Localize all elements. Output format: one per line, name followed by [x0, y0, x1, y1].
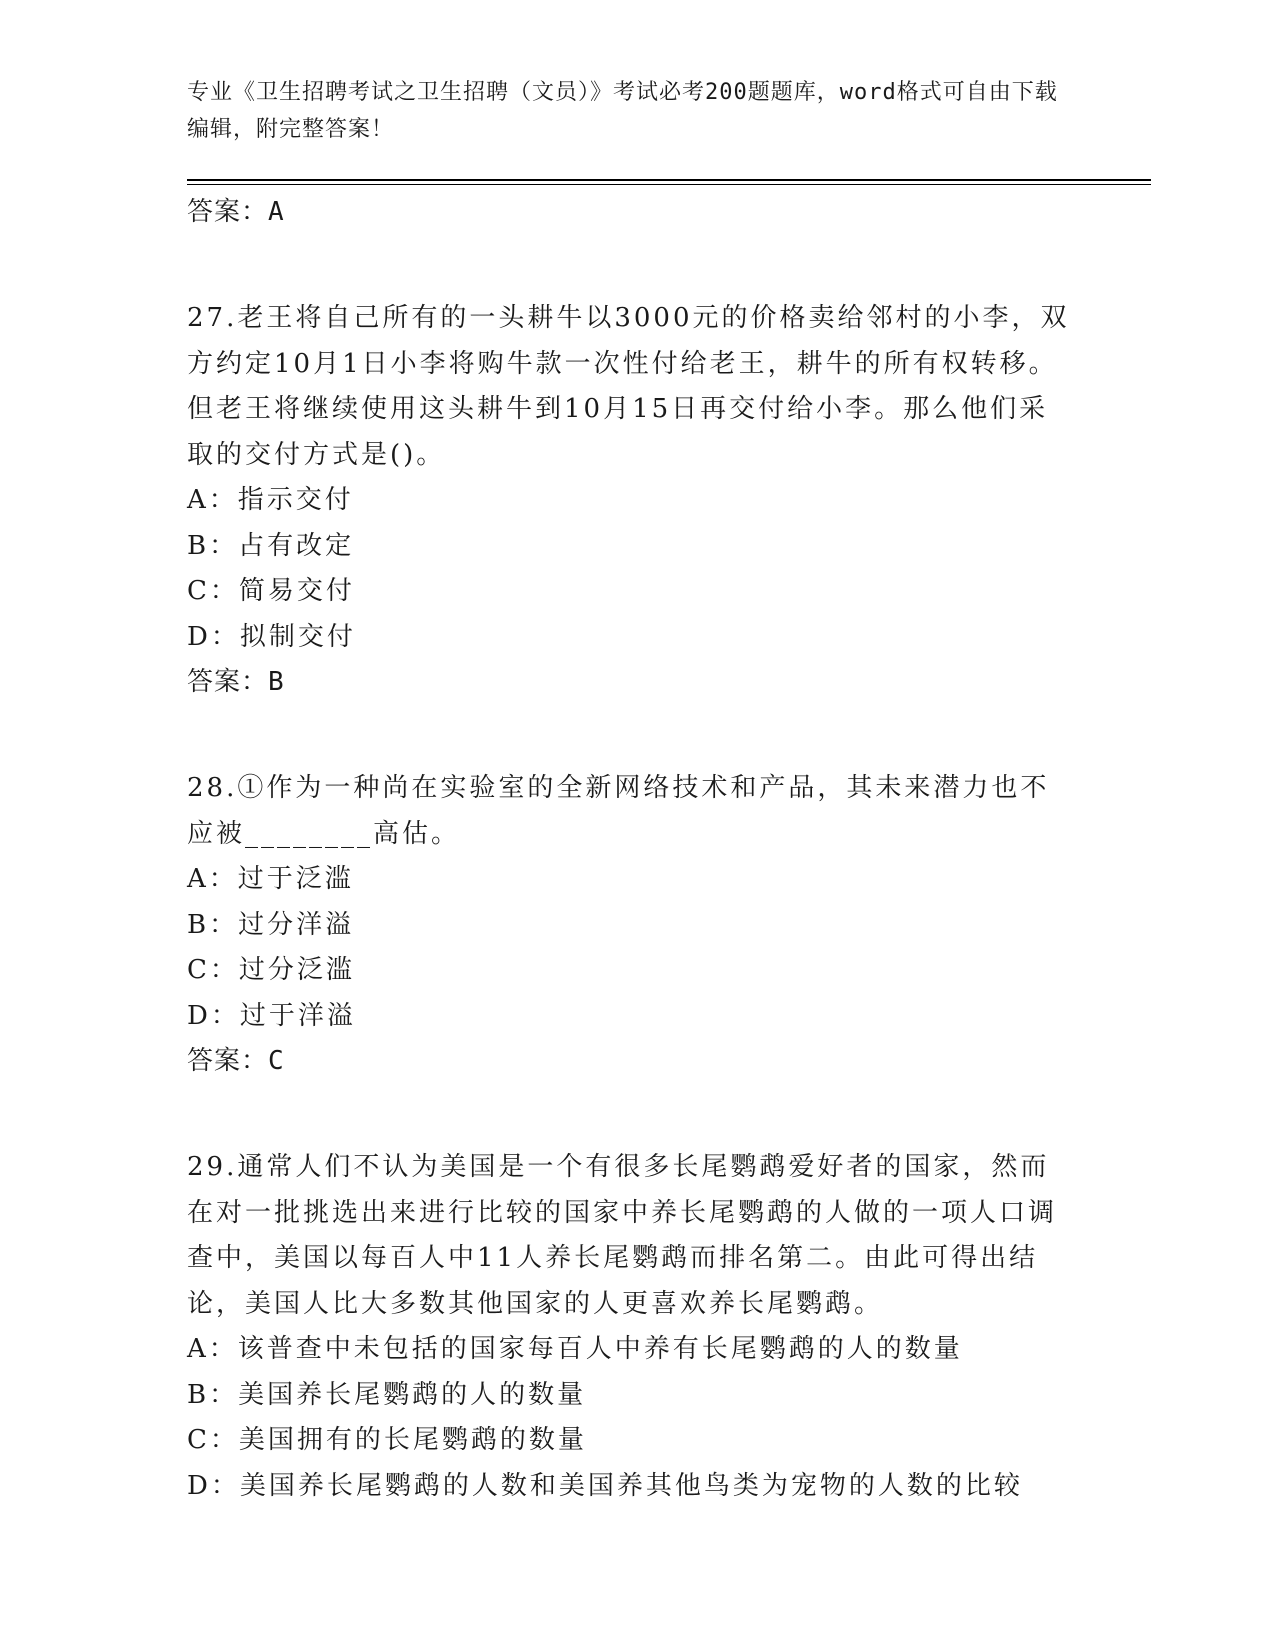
option-a: A：过于泛滥: [187, 864, 354, 894]
option-c: C：美国拥有的长尾鹦鹉的数量: [187, 1425, 587, 1455]
option-c: C：过分泛滥: [187, 955, 355, 985]
answer-line: 答案：A: [187, 197, 285, 227]
answer-line: 答案：B: [187, 667, 285, 697]
spacer: [187, 704, 1087, 766]
option-b: B：美国养长尾鹦鹉的人的数量: [187, 1379, 587, 1410]
question-27: [187, 296, 1087, 704]
document-header: 专业《卫生招聘考试之卫生招聘（文员）》考试必考200题题库，word格式可自由下载编辑，附完整答案！: [187, 80, 1058, 142]
question-text: 27.老王将自己所有的一头耕牛以3000元的价格卖给邻村的小李，双方约定10月1日小李将购牛款一次性付给老王，耕牛的所有权转移。但老王将继续使用这头耕牛到10月15日再交付给小李。那么他们采取的交付方式是()。: [187, 303, 1070, 470]
header-rule-thin: [187, 184, 1151, 185]
option-c: C：简易交付: [187, 576, 355, 606]
spacer: [187, 1083, 1087, 1145]
option-b: B：过分洋溢: [187, 909, 355, 940]
document-body: [187, 190, 1087, 1509]
spacer: [187, 234, 1087, 296]
question-text: 28.①作为一种尚在实验室的全新网络技术和产品，其未来潜力也不应被________高估。: [187, 773, 1050, 849]
option-d: D：拟制交付: [187, 621, 356, 652]
question-29: [187, 1145, 1087, 1509]
option-d: D：美国养长尾鹦鹉的人数和美国养其他鸟类为宠物的人数的比较: [187, 1470, 1023, 1501]
option-b: B：占有改定: [187, 530, 355, 561]
question-28: [187, 766, 1087, 1083]
question-text: 29.通常人们不认为美国是一个有很多长尾鹦鹉爱好者的国家，然而在对一批挑选出来进行比较的国家中养长尾鹦鹉的人做的一项人口调查中，美国以每百人中11人养长尾鹦鹉而排名第二。由此可得出结论，美国人比大多数其他国家的人更喜欢养长尾鹦鹉。: [187, 1152, 1058, 1319]
option-a: A：该普查中未包括的国家每百人中养有长尾鹦鹉的人的数量: [187, 1334, 963, 1364]
option-a: A：指示交付: [187, 485, 354, 515]
option-d: D：过于洋溢: [187, 1000, 356, 1031]
answer-line: 答案：C: [187, 1046, 285, 1076]
header-rule-thick: [187, 179, 1151, 181]
